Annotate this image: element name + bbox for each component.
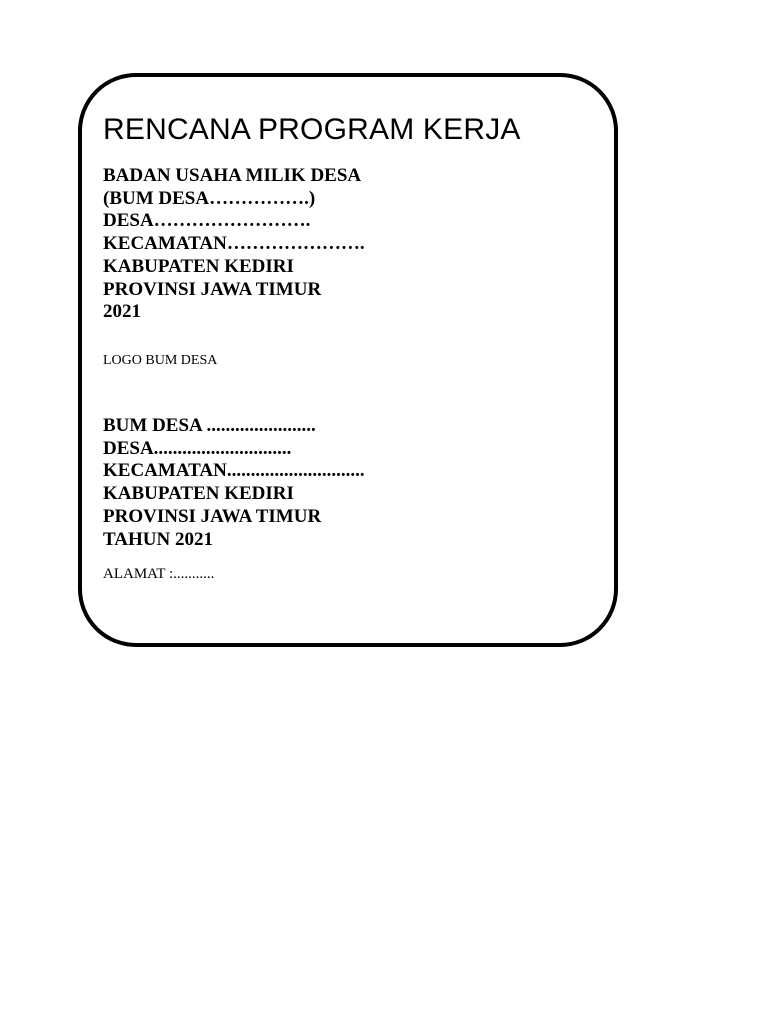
header-line-provinsi: PROVINSI JAWA TIMUR (103, 278, 322, 300)
header-line-desa: DESA……………………. (103, 210, 311, 232)
header-line-organization: BADAN USAHA MILIK DESA (103, 165, 362, 186)
header-line-kabupaten: KABUPATEN KEDIRI (103, 255, 294, 277)
header-line-kecamatan: KECAMATAN…………………. (103, 233, 365, 255)
footer-line-kabupaten: KABUPATEN KEDIRI (103, 483, 294, 505)
logo-placeholder-label: LOGO BUM DESA (103, 353, 218, 368)
footer-line-provinsi: PROVINSI JAWA TIMUR (103, 505, 322, 527)
document-title: RENCANA PROGRAM KERJA (103, 113, 521, 146)
address-line: ALAMAT :........... (103, 566, 215, 582)
footer-line-bumdes: BUM DESA ....................... (103, 415, 316, 436)
footer-line-desa: DESA............................. (103, 437, 292, 459)
footer-line-year: TAHUN 2021 (103, 528, 213, 550)
header-line-bumdes: (BUM DESA…………….) (103, 187, 316, 209)
footer-block (103, 415, 365, 551)
header-block (103, 165, 365, 324)
header-line-year: 2021 (103, 301, 141, 323)
footer-line-kecamatan: KECAMATAN............................. (103, 460, 365, 482)
